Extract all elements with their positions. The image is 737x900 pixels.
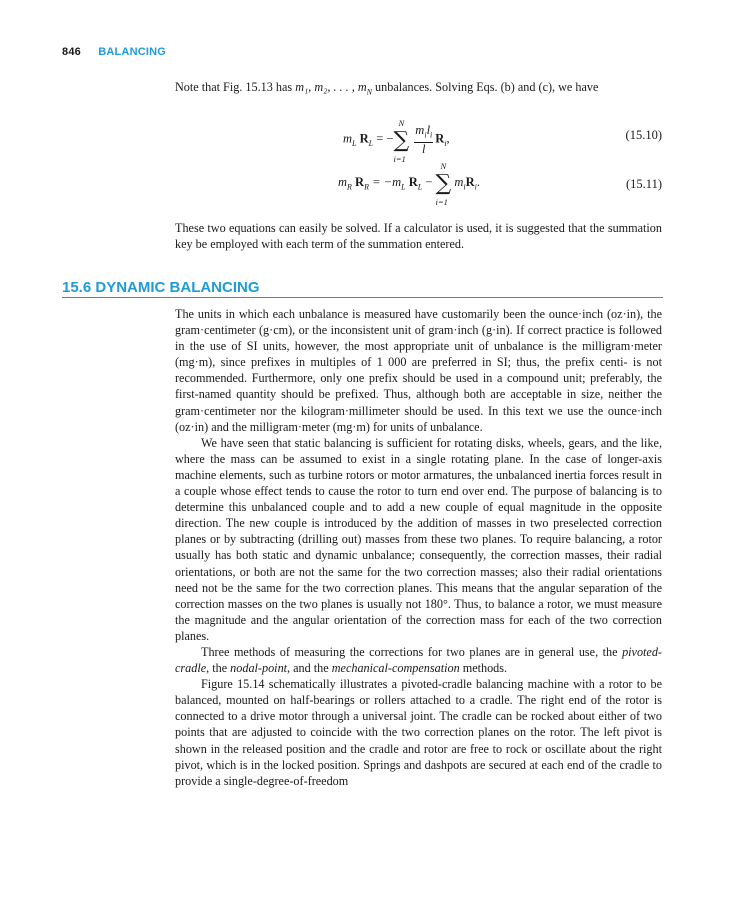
body-text [175,306,662,789]
paragraph-dynamic-unbalance: We have seen that static balancing is sufficient for rotating disks, wheels, gears, and the like, where the mass can be assumed to exist in a single rotating plane. In the case of longer-axis machine elements, such as turbine rotors or motor armatures, the unbalanced inertia forces result in a couple whose effect tends to cause the rotor to turn end over end. The purpose of balancing is to determine this unbalanced couple and to add a new couple of equal magnitude in the opposite direction. The new couple is introduced by the addition of masses in two preselected correction planes or by subtracting (drilling out) masses from these two planes. To require balancing, a rotor usually has both static and dynamic unbalance; consequently, the correction masses, their radial orientations, or both are not the same for the two correction masses; also their radial orientations need not be the same for the two correction planes. This means that the angular separation of the correction masses on the two planes is usually not 180°. Thus, to balance a rotor, we must measure the magnitude and the angular orientation of the correction mass for each of the two correction planes. [175,435,662,643]
section-heading: 15.6 DYNAMIC BALANCING [62,279,663,298]
equation-15-11: $m_R$ $R_R = -m_L$ $R_L$ − ∑ N i=1 $m_iR_i$. [338,161,480,207]
summation-symbol: ∑ [393,127,410,153]
intro-sentence: Note that Fig. 15.13 has m₁, m₂, . . . , $m_N$ unbalances. Solving Eqs. (b) and (c), we have [175,80,599,97]
equation-15-10: $m_L$ $R_L$ = −∑ N i=1 $\frac{m_il_i}{l}$ $R_i$, [343,117,450,164]
paragraph-methods: Three methods of measuring the corrections for two planes are in general use, the pivoted-cradle, the nodal-point, and the mechanical-compensation methods. [175,644,662,676]
equation-number-15-11: (15.11) [626,177,662,191]
paragraph-units: The units in which each unbalance is measured have customarily been the ounce·inch (oz·in), the gram·centimeter (g·cm), or the inconsistent unit of gram·inch (g·in). If correct practice is followed in the use of SI units, however, the most appropriate unit of unbalance is the milligram·meter (mg·m), since prefixes in multiples of 1 000 are preferred in SI; thus, the prefix centi- is not recommended. Furthermore, only one prefix should be used in a compound unit; preferably, the first-named quantity should be prefixed. Thus, although both are acceptable in size, neither the gram·centimeter nor the kilogram·millimeter should be used. In this text we use the ounce·inch (oz·in) and the milligram·meter (mg·m) for units of unbalance. [175,307,662,434]
running-header [62,46,166,58]
running-section-title: BALANCING [98,46,167,58]
paragraph-pivoted-cradle: Figure 15.14 schematically illustrates a pivoted-cradle balancing machine with a rotor to be balanced, mounted on half-bearings or rollers attached to a cradle. The right end of the rotor is connected to a drive motor through a universal joint. The cradle can be rocked about either of two points that are adjusted to coincide with the two correction planes on the rotor. The left pivot is shown in the released position and the cradle and rotor are free to rock or oscillate about the right pivot, which is in the locked position. Springs and dashpots are secured at each end of the cradle to provide a single-degree-of-freedom [175,677,662,788]
page-number: 846 [62,46,81,58]
fraction: $\frac{m_il_i}{l}$ [415,123,433,156]
after-equations-paragraph: These two equations can easily be solved. If a calculator is used, it is suggested that the summation key be employed with each term of the summation entered. [175,221,662,252]
equation-number-15-10: (15.10) [625,128,662,142]
summation-symbol: ∑ [435,171,452,196]
